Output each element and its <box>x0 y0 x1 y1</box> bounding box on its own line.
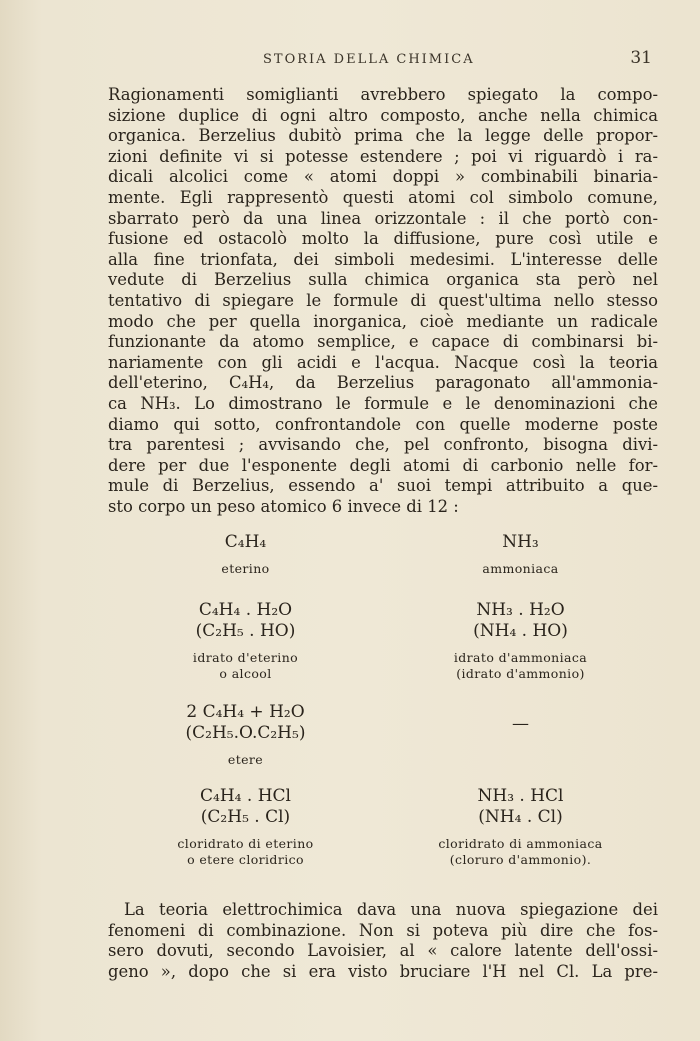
text-line: La teoria elettrochimica dava una nuova spiegazione dei <box>124 900 658 919</box>
formula-caption: etere <box>227 752 264 767</box>
formula-caption: o alcool <box>219 666 272 681</box>
formula-etere-empty <box>383 702 658 772</box>
text-line: ca NH₃. Lo dimostrano le formule e le denominazioni che <box>108 393 658 413</box>
formula-text: C₄H₄ . HCl <box>200 786 291 806</box>
text-line: sero dovuti, secondo Lavoisier, al « calore latente dell'ossi- <box>108 941 658 961</box>
formula-modern: (C₂H₅.O.C₂H₅) <box>185 723 306 743</box>
page-number: 31 <box>630 48 652 68</box>
formula-modern: (NH₄ . Cl) <box>478 807 563 827</box>
text-line: nariamente con gli acidi e l'acqua. Nacque così la teoria <box>108 352 658 372</box>
formula-text: NH₃ . HCl <box>477 786 564 806</box>
formula-text: 2 C₄H₄ + H₂O <box>186 702 305 722</box>
text-line: organica. Berzelius dubitò prima che la legge delle propor- <box>108 126 658 146</box>
text-line: tra parentesi ; avvisando che, pel confronto, bisogna divi- <box>108 435 658 455</box>
formula-caption: eterino <box>221 561 270 576</box>
formula-text: NH₃ <box>502 532 539 552</box>
text-line: funzionante da atomo semplice, e capace di combinarsi bi- <box>108 332 658 352</box>
text-line: dere per due l'esponente degli atomi di carbonio nelle for- <box>108 455 658 475</box>
formula-caption: ammoniaca <box>482 561 559 576</box>
text-line: tentativo di spiegare le formule di quest'ultima nello stesso <box>108 290 658 310</box>
formula-row-etere <box>108 702 658 772</box>
formula-text: C₄H₄ <box>224 532 267 552</box>
text-line: fusione ed ostacolò molto la diffusione, pure così utile e <box>108 229 658 249</box>
formula-caption: idrato d'ammoniaca <box>453 650 588 665</box>
formula-cloridrato-ammoniaca <box>383 786 658 878</box>
formula-text: NH₃ . H₂O <box>476 600 565 620</box>
formula-caption: (cloruro d'ammonio). <box>449 852 592 867</box>
text-line: geno », dopo che si era visto bruciare l'H nel Cl. La pre- <box>108 961 658 981</box>
formula-caption: cloridrato di ammoniaca <box>438 836 603 851</box>
formula-caption: idrato d'eterino <box>192 650 299 665</box>
running-title: STORIA DELLA CHIMICA <box>263 52 475 67</box>
formula-ammoniaca <box>383 532 658 590</box>
text-line: modo che per quella inorganica, cioè mediante un radicale <box>108 311 658 331</box>
formula-modern: (C₂H₅ . Cl) <box>200 807 291 827</box>
formula-modern: (C₂H₅ . HO) <box>195 621 296 641</box>
text-line: vedute di Berzelius sulla chimica organica sta però nel <box>108 270 658 290</box>
formula-modern: (NH₄ . HO) <box>473 621 568 641</box>
formula-idrato-ammoniaca <box>383 600 658 698</box>
formula-row-cloridrato <box>108 786 658 878</box>
formula-idrato-eterino <box>108 600 383 698</box>
formula-caption: o etere cloridrico <box>187 852 304 867</box>
formula-row-idrato <box>108 600 658 698</box>
paragraph-elettrochimica <box>108 900 658 982</box>
empty-dash: — <box>512 714 529 734</box>
formula-etere <box>108 702 383 772</box>
formula-row-base <box>108 532 658 590</box>
text-line: zioni definite vi si potesse estendere ; poi vi riguardò i ra- <box>108 146 658 166</box>
formula-table <box>108 532 658 878</box>
text-line: Ragionamenti somiglianti avrebbero spiegato la compo- <box>108 85 658 104</box>
text-line: dicali alcolici come « atomi doppi » combinabili binaria- <box>108 167 658 187</box>
formula-cloridrato-eterino <box>108 786 383 878</box>
text-line: sbarrato però da una linea orizzontale : il che portò con- <box>108 208 658 228</box>
formula-eterino <box>108 532 383 590</box>
text-line: alla fine trionfata, dei simboli medesimi. L'interesse delle <box>108 249 658 269</box>
paragraph-berzelius <box>108 85 658 517</box>
formula-text: C₄H₄ . H₂O <box>198 600 293 620</box>
page-header <box>0 50 700 70</box>
text-line: fenomeni di combinazione. Non si poteva più dire che fos- <box>108 920 658 940</box>
text-line: mente. Egli rappresentò questi atomi col simbolo comune, <box>108 187 658 207</box>
formula-caption: cloridrato di eterino <box>177 836 314 851</box>
formula-caption: (idrato d'ammonio) <box>456 666 585 681</box>
text-line: sizione duplice di ogni altro composto, anche nella chimica <box>108 105 658 125</box>
text-line: diamo qui sotto, confrontandole con quelle moderne poste <box>108 414 658 434</box>
text-line: sto corpo un peso atomico 6 invece di 12 : <box>108 496 459 516</box>
text-line: mule di Berzelius, essendo a' suoi tempi attribuito a que- <box>108 476 658 496</box>
text-line: dell'eterino, C₄H₄, da Berzelius paragonato all'ammonia- <box>108 373 658 393</box>
